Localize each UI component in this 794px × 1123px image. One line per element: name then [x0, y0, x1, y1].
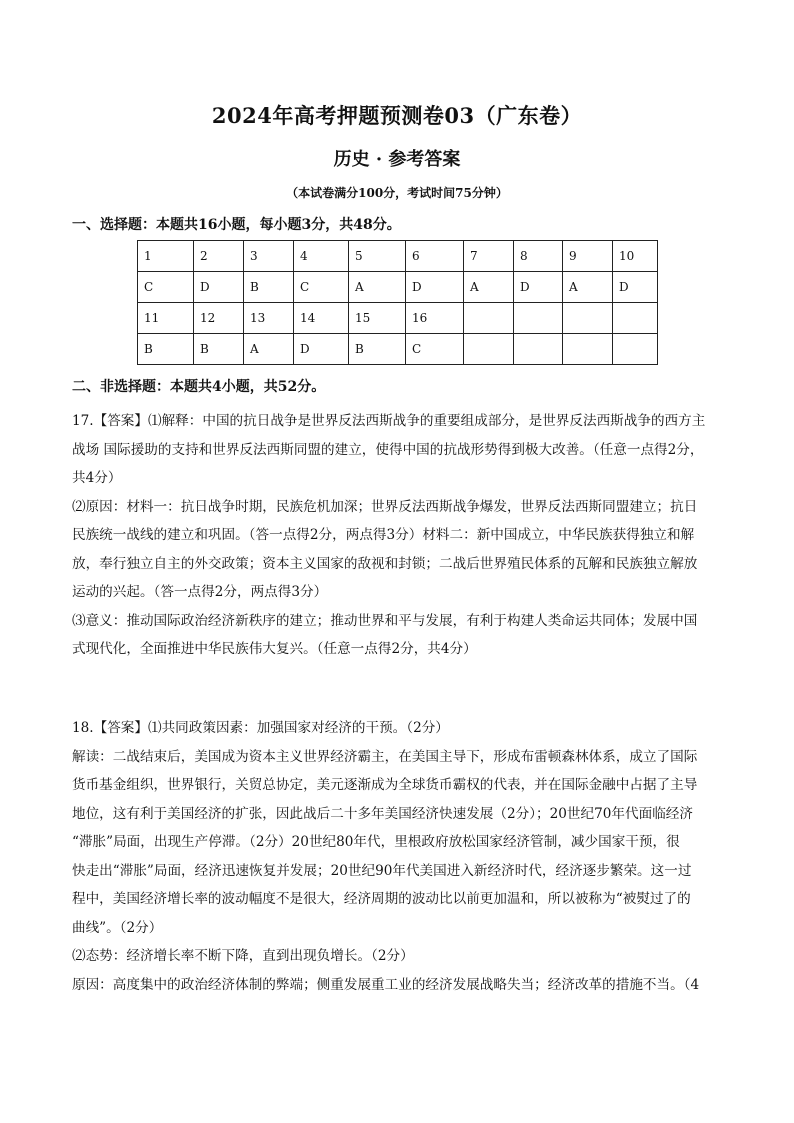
answer-table-cell: 9 [563, 241, 613, 272]
answer-table-cell: 15 [349, 303, 406, 334]
answer-table-cell [563, 334, 613, 365]
answer-table-cell: C [294, 272, 349, 303]
page-title: 2024年高考押题预测卷03（广东卷） [211, 103, 583, 128]
answer-table-cell: 3 [244, 241, 294, 272]
answer-table-cell: A [563, 272, 613, 303]
answer-table-cell: A [349, 272, 406, 303]
answer-table-cell: B [194, 334, 244, 365]
q17-line: 放，奉行独立自主的外交政策；资本主义国家的敌视和封锁；二战后世界殖民体系的瓦解和民族独立解放 [72, 555, 698, 572]
q18-line: 解读：二战结束后，美国成为资本主义世界经济霸主，在美国主导下，形成布雷顿森林体系，成立了国际 [72, 748, 698, 765]
q18-line: 快走出“滞胀”局面，经济迅速恢复并发展；20世纪90年代美国进入新经济时代，经济逐步繁荣。这一过 [72, 862, 692, 879]
answer-table-cell: 1 [138, 241, 194, 272]
answer-table-row [138, 241, 658, 272]
answer-table-cell: 2 [194, 241, 244, 272]
q17-answer [72, 407, 724, 664]
q17-line: 运动的兴起。（答一点得2分，两点得3分） [72, 584, 328, 600]
answer-table-cell [514, 334, 563, 365]
answer-table-cell: 8 [514, 241, 563, 272]
answer-table-cell: C [406, 334, 464, 365]
answer-table-cell: A [464, 272, 514, 303]
answer-table-row [138, 334, 658, 365]
answer-table-cell: B [349, 334, 406, 365]
q18-line: 原因：高度集中的政治经济体制的弊端；侧重发展重工业的经济发展战略失当；经济改革的措施不当。（4 [72, 976, 700, 993]
q17-line: 17.【答案】⑴解释：中国的抗日战争是世界反法西斯战争的重要组成部分，是世界反法西斯战争的西方主 [72, 413, 706, 429]
answer-table-cell [464, 303, 514, 334]
q18-line: “滞胀”局面，出现生产停滞。（2分）20世纪80年代，里根政府放松国家经济管制，减少国家干预，很 [72, 834, 680, 850]
answer-table-cell: A [244, 334, 294, 365]
section2-heading: 二、非选择题：本题共4小题，共52分。 [72, 379, 326, 395]
answer-table-cell [514, 303, 563, 334]
answer-table-cell [613, 334, 658, 365]
answer-table-cell: D [194, 272, 244, 303]
answer-table [137, 240, 658, 365]
q17-line: 民族统一战线的建立和巩固。（答一点得2分，两点得3分）材料二：新中国成立，中华民族获得独立和解 [72, 527, 695, 543]
answer-table-cell: B [244, 272, 294, 303]
q18-line: 18.【答案】⑴共同政策因素：加强国家对经济的干预。（2分） [72, 720, 449, 736]
q17-line: ⑵原因：材料一：抗日战争时期，民族危机加深；世界反法西斯战争爆发，世界反法西斯同盟建立；抗日 [72, 498, 698, 515]
q17-line: 式现代化，全面推进中华民族伟大复兴。（任意一点得2分，共4分） [72, 641, 477, 657]
page-subtitle: 历史 · 参考答案 [333, 149, 461, 170]
answer-table-cell: 13 [244, 303, 294, 334]
answer-table-cell: 14 [294, 303, 349, 334]
answer-table-cell: 11 [138, 303, 194, 334]
q18-line: 货币基金组织，世界银行，关贸总协定，美元逐渐成为全球货币霸权的代表，并在国际金融中占据了主导 [72, 777, 698, 793]
answer-table-cell: C [138, 272, 194, 303]
answer-table-cell: 10 [613, 241, 658, 272]
answer-table-cell: D [294, 334, 349, 365]
q17-line: ⑶意义：推动国际政治经济新秩序的建立；推动世界和平与发展，有利于构建人类命运共同体；发展中国 [72, 612, 698, 629]
answer-table-cell: D [613, 272, 658, 303]
q18-line: 曲线”。（2分） [72, 919, 163, 936]
answer-table-cell: 16 [406, 303, 464, 334]
section1-heading: 一、选择题：本题共16小题，每小题3分，共48分。 [72, 217, 401, 233]
q18-answer [72, 714, 724, 999]
answer-table-cell: 6 [406, 241, 464, 272]
answer-table-cell: 12 [194, 303, 244, 334]
q17-line: 共4分） [72, 470, 122, 486]
q18-line: 程中，美国经济增长率的波动幅度不是很大，经济周期的波动比以前更加温和，所以被称为“被熨过了的 [72, 891, 691, 907]
exam-note: （本试卷满分100分，考试时间75分钟） [286, 186, 508, 200]
answer-table-cell: D [406, 272, 464, 303]
answer-table-cell: B [138, 334, 194, 365]
q17-line: 战场 国际援助的支持和世界反法西斯同盟的建立，使得中国的抗战形势得到极大改善。（任意一点得2分， [72, 441, 704, 458]
answer-table-cell: 5 [349, 241, 406, 272]
answer-table-cell: D [514, 272, 563, 303]
answer-table-row [138, 303, 658, 334]
answer-table-cell [613, 303, 658, 334]
q18-line: 地位，这有利于美国经济的扩张，因此战后二十多年美国经济快速发展（2分）；20世纪70年代面临经济 [72, 805, 693, 822]
answer-table-cell [563, 303, 613, 334]
q18-line: ⑵态势：经济增长率不断下降，直到出现负增长。（2分） [72, 948, 414, 964]
answer-table-cell [464, 334, 514, 365]
answer-table-cell: 4 [294, 241, 349, 272]
answer-table-row [138, 272, 658, 303]
answer-table-cell: 7 [464, 241, 514, 272]
